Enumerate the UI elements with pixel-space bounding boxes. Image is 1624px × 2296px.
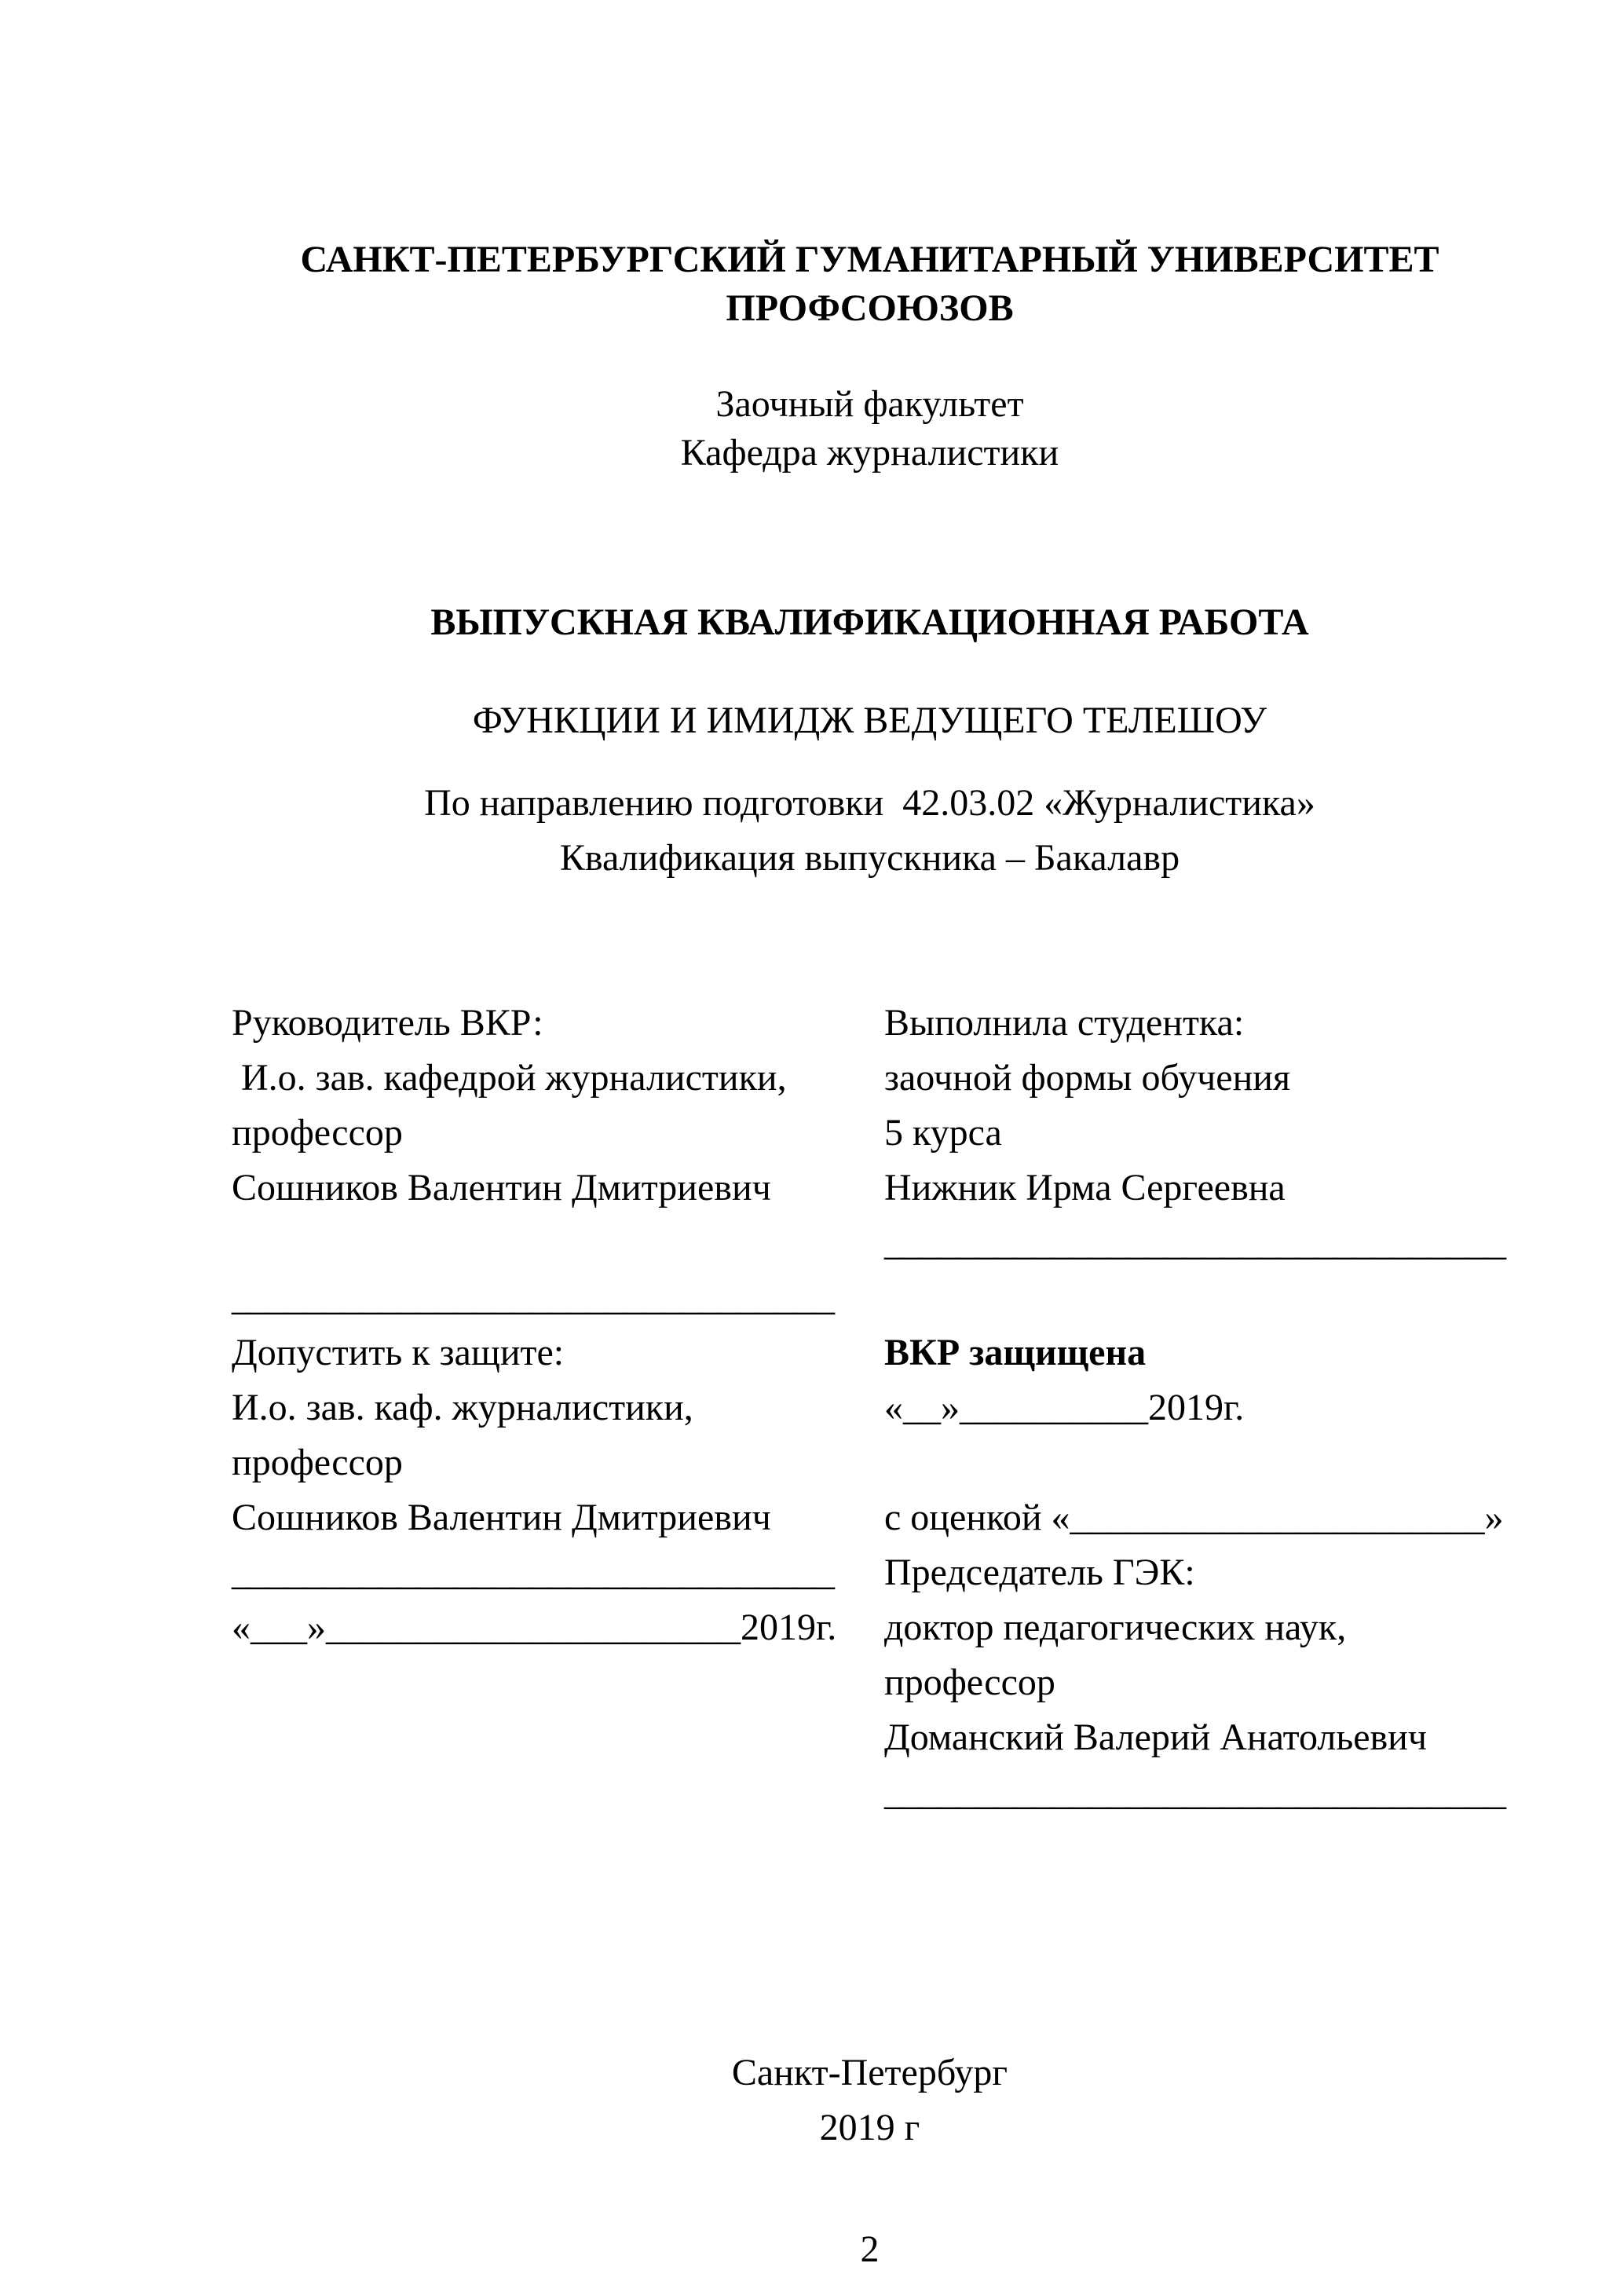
page-number: 2 (860, 2228, 880, 2270)
admission-name: Сошников Валентин Дмитриевич (232, 1497, 771, 1538)
footer-city: Санкт-Петербург (731, 2052, 1008, 2093)
spacer-line (884, 1435, 1508, 1490)
supervisor-label: Руководитель ВКР: (232, 1002, 543, 1044)
defense-grade-line: с оценкой «______________________» (884, 1497, 1504, 1538)
admission-block (232, 1325, 876, 1655)
subheader (232, 380, 1508, 477)
supervisor-signature-line: ________________________________ (232, 1277, 835, 1318)
signature-lines-section (232, 1216, 1508, 1325)
faculty-line: Заочный факультет (715, 383, 1024, 425)
supervisor-name: Сошников Валентин Дмитриевич (232, 1167, 771, 1208)
program-line: По направлению подготовки 42.03.02 «Журналистика» (424, 782, 1315, 824)
student-study-form: заочной формы обучения (884, 1057, 1291, 1099)
student-course: 5 курса (884, 1112, 1002, 1153)
thesis-title: ФУНКЦИИ И ИМИДЖ ВЕДУЩЕГО ТЕЛЕШОУ (472, 700, 1267, 741)
defense-block (884, 1325, 1508, 1820)
chairman-title-line: профессор (884, 1662, 1055, 1703)
chairman-name: Доманский Валерий Анатольевич (884, 1717, 1428, 1758)
university-name (232, 236, 1508, 333)
footer-year: 2019 г (819, 2107, 920, 2148)
student-name: Нижник Ирма Сергеевна (884, 1167, 1286, 1208)
student-block (884, 996, 1508, 1216)
qualification-line: Квалификация выпускника – Бакалавр (559, 837, 1180, 879)
defense-defended-label: ВКР защищена (884, 1332, 1147, 1373)
supervisor-position-line2: профессор (232, 1112, 403, 1153)
admission-date-line: «___»______________________2019г. (232, 1607, 837, 1648)
admission-position-line2: профессор (232, 1442, 403, 1483)
work-type-heading: ВЫПУСКНАЯ КВАЛИФИКАЦИОННАЯ РАБОТА (430, 601, 1309, 643)
defense-defended-line (884, 1325, 1508, 1435)
program-block (232, 776, 1508, 886)
student-label: Выполнила студентка: (884, 1002, 1245, 1044)
chairman-label: Председатель ГЭК: (884, 1552, 1195, 1593)
university-name-line1: САНКТ-ПЕТЕРБУРГСКИЙ ГУМАНИТАРНЫЙ УНИВЕРСИТЕТ (300, 239, 1439, 280)
department-line: Кафедра журналистики (680, 432, 1059, 473)
admission-position-line1: И.о. зав. каф. журналистики, (232, 1387, 693, 1428)
admission-label: Допустить к защите: (232, 1332, 565, 1373)
supervisor-block (232, 996, 876, 1216)
supervisor-student-section (232, 996, 1508, 1216)
defense-section (232, 1325, 1508, 1813)
chairman-signature-line: _________________________________ (884, 1771, 1506, 1813)
student-signature-line: _________________________________ (884, 1222, 1506, 1263)
footer (232, 2046, 1508, 2155)
supervisor-position-line1: И.о. зав. кафедрой журналистики, (232, 1057, 787, 1099)
chairman-degree-line: доктор педагогических наук, (884, 1607, 1347, 1648)
admission-signature-line: ________________________________ (232, 1552, 835, 1593)
university-name-line2: ПРОФСОЮЗОВ (726, 287, 1014, 329)
defense-defended-date: «__»__________2019г. (884, 1332, 1245, 1428)
